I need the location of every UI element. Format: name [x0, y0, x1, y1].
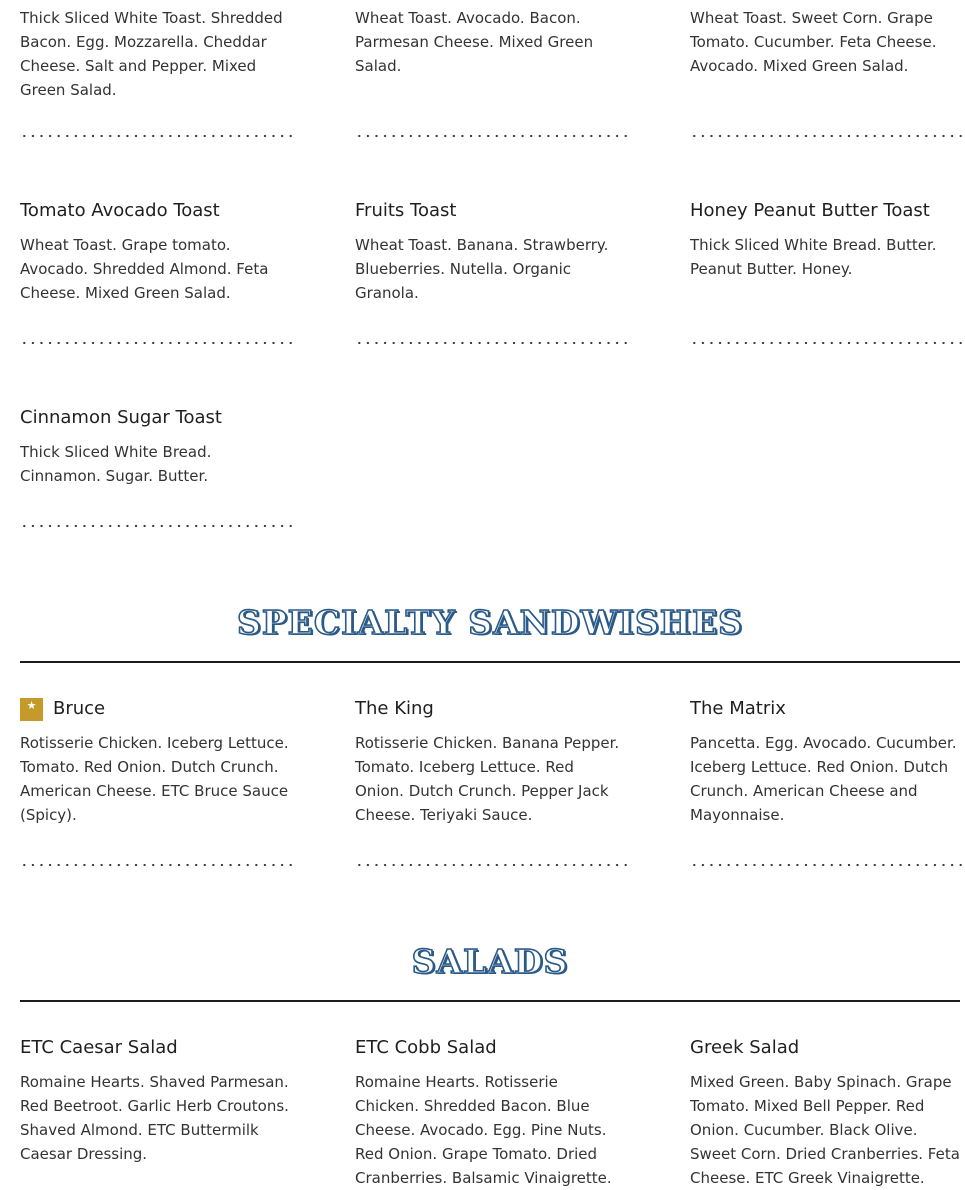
item-name: Fruits Toast — [355, 200, 457, 221]
section-title-specialty: SPECIALTY SANDWISHES — [237, 603, 743, 642]
toast-row-2 — [20, 199, 960, 305]
section-divider — [20, 661, 960, 663]
menu-item — [355, 6, 625, 102]
dotted-divider — [355, 862, 627, 868]
menu-item — [690, 1036, 960, 1190]
dotted-divider — [20, 340, 292, 346]
menu-item — [690, 199, 960, 305]
section-divider — [20, 1000, 960, 1002]
item-name: Cinnamon Sugar Toast — [20, 407, 222, 428]
dotted-divider — [20, 523, 292, 529]
dotted-divider — [690, 340, 962, 346]
item-name: ETC Cobb Salad — [355, 1037, 497, 1058]
item-description: Wheat Toast. Sweet Corn. Grape Tomato. Cucumber. Feta Cheese. Avocado. Mixed Green Salad. — [690, 9, 937, 75]
item-name: Greek Salad — [690, 1037, 800, 1058]
item-description: Wheat Toast. Grape tomato. Avocado. Shredded Almond. Feta Cheese. Mixed Green Salad. — [20, 236, 269, 302]
item-description: Thick Sliced White Bread. Butter. Peanut Butter. Honey. — [690, 236, 937, 278]
star-icon: ★ — [20, 698, 43, 721]
menu-item — [355, 1036, 625, 1190]
item-name: Bruce — [53, 698, 106, 719]
item-description: Romaine Hearts. Shaved Parmesan. Red Beetroot. Garlic Herb Croutons. Shaved Almond. ETC Buttermilk Caesar Dressing. — [20, 1073, 289, 1163]
menu-item — [20, 1036, 290, 1190]
menu-item — [690, 6, 960, 102]
dotted-divider — [20, 133, 292, 139]
dotted-divider — [690, 862, 962, 868]
toast-row-top — [20, 6, 960, 102]
item-description: Pancetta. Egg. Avocado. Cucumber. Iceberg Lettuce. Red Onion. Dutch Crunch. American Cheese and Mayonnaise. — [690, 734, 957, 824]
salads-row — [20, 1036, 960, 1190]
item-description: Wheat Toast. Banana. Strawberry. Blueberries. Nutella. Organic Granola. — [355, 236, 609, 302]
menu-item — [20, 406, 290, 488]
item-description: Thick Sliced White Toast. Shredded Bacon. Egg. Mozzarella. Cheddar Cheese. Salt and Pepper. Mixed Green Salad. — [20, 9, 283, 99]
item-name-row — [20, 697, 290, 721]
dotted-divider — [355, 340, 627, 346]
menu-item — [355, 697, 625, 827]
toast-row-3 — [20, 406, 960, 488]
section-title-salads: SALADS — [411, 942, 569, 981]
dotted-divider — [690, 133, 962, 139]
item-name: The King — [355, 698, 434, 719]
item-name: Tomato Avocado Toast — [20, 200, 220, 221]
item-description: Wheat Toast. Avocado. Bacon. Parmesan Cheese. Mixed Green Salad. — [355, 9, 594, 75]
item-description: Rotisserie Chicken. Banana Pepper. Tomato. Iceberg Lettuce. Red Onion. Dutch Crunch. Pepper Jack Cheese. Teriyaki Sauce. — [355, 734, 620, 824]
menu-item — [690, 697, 960, 827]
menu-item — [20, 199, 290, 305]
item-description: Thick Sliced White Bread. Cinnamon. Sugar. Butter. — [20, 443, 212, 485]
specialty-row — [20, 697, 960, 827]
menu-item — [355, 199, 625, 305]
item-name: Honey Peanut Butter Toast — [690, 200, 930, 221]
menu-item — [20, 6, 290, 102]
menu-item — [20, 697, 290, 827]
item-description: Mixed Green. Baby Spinach. Grape Tomato. Mixed Bell Pepper. Red Onion. Cucumber. Black Olive. Sweet Corn. Dried Cranberries. Feta Cheese. ETC Greek Vinaigrette. — [690, 1073, 960, 1187]
item-description: Romaine Hearts. Rotisserie Chicken. Shredded Bacon. Blue Cheese. Avocado. Egg. Pine Nuts. Red Onion. Grape Tomato. Dried Cranberries. Balsamic Vinaigrette. — [355, 1073, 612, 1187]
dotted-divider — [20, 862, 292, 868]
item-name: The Matrix — [690, 698, 786, 719]
dotted-divider — [355, 133, 627, 139]
item-description: Rotisserie Chicken. Iceberg Lettuce. Tomato. Red Onion. Dutch Crunch. American Cheese. ETC Bruce Sauce (Spicy). — [20, 734, 289, 824]
item-name: ETC Caesar Salad — [20, 1037, 178, 1058]
